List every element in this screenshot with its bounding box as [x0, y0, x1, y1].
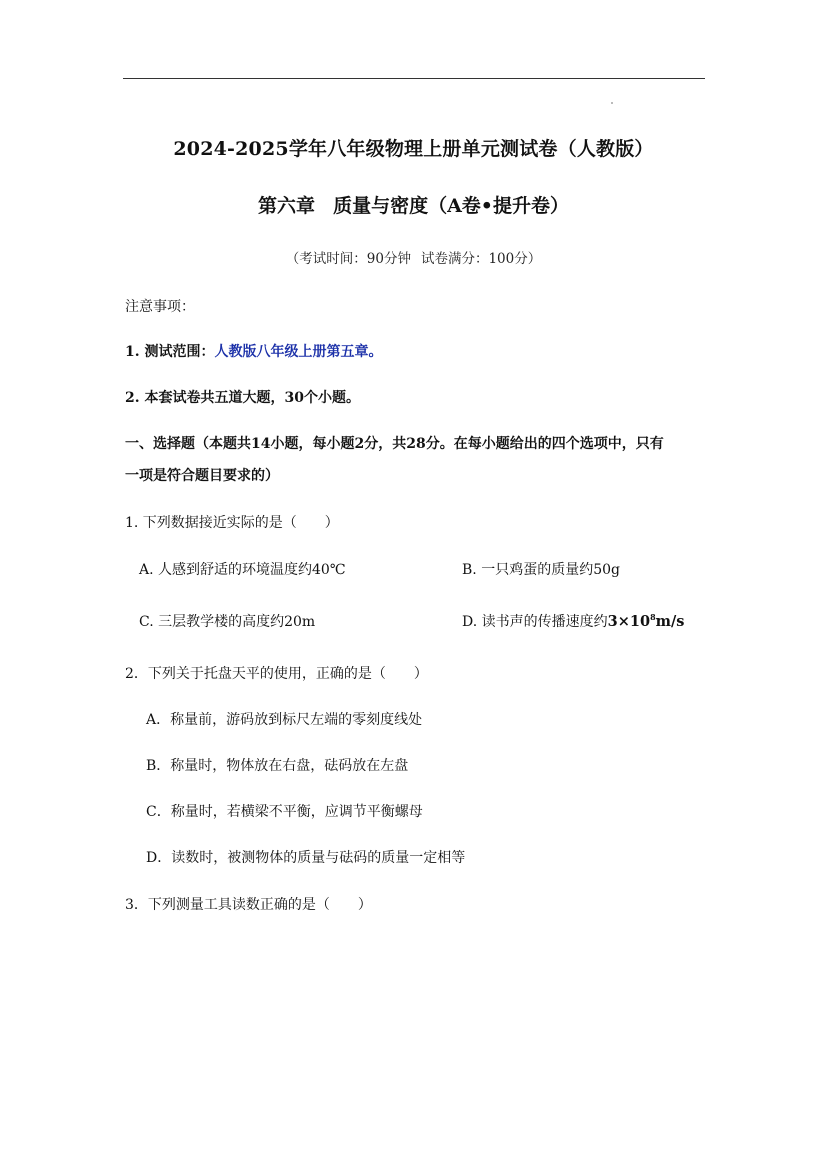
note-item-1: [125, 341, 383, 361]
section-heading-line1: 一、选择题（本题共14小题，每小题2分，共28分。在每小题给出的四个选项中，只有: [125, 436, 664, 452]
formula-base: 3×10: [607, 613, 651, 630]
chapter-name: 质量与密度（A卷•提升卷）: [333, 195, 569, 217]
question-2-option-d: D．读数时，被测物体的质量与砝码的质量一定相等: [146, 850, 466, 866]
question-2-option-a: A．称量前，游码放到标尺左端的零刻度线处: [146, 712, 423, 728]
exam-time: （考试时间：90分钟: [285, 251, 411, 267]
question-1-option-d: [462, 611, 684, 631]
speed-formula: [608, 613, 685, 630]
question-2-option-c: C．称量时，若横梁不平衡，应调节平衡螺母: [146, 804, 423, 820]
exam-info: [0, 247, 827, 267]
question-1-option-c: C. 三层教学楼的高度约20m: [139, 614, 316, 630]
exam-title: 2024-2025学年八年级物理上册单元测试卷（人教版）: [173, 138, 654, 160]
question-1-stem: 1. 下列数据接近实际的是（ ）: [125, 515, 339, 531]
formula-unit: m/s: [655, 613, 685, 630]
question-1-option-a: A. 人感到舒适的环境温度约40℃: [139, 562, 346, 578]
section-heading-line2: 一项是符合题目要求的）: [125, 468, 279, 484]
question-2-option-b: B．称量时，物体放在右盘，砝码放在左盘: [146, 758, 409, 774]
header-rule: [123, 78, 705, 79]
formula-exponent: 8: [650, 612, 656, 622]
notes-heading: 注意事项：: [125, 299, 195, 315]
stray-mark: [611, 102, 613, 104]
note-item-1-value: 人教版八年级上册第五章。: [214, 344, 383, 360]
chapter-title: [0, 191, 827, 218]
note-item-2: 2. 本套试卷共五道大题，30个小题。: [125, 390, 360, 406]
chapter-number: 第六章: [258, 195, 316, 217]
question-1-option-d-text: D. 读书声的传播速度约: [462, 614, 608, 630]
question-2-stem: 2．下列关于托盘天平的使用，正确的是（ ）: [125, 666, 428, 682]
exam-score: 试卷满分：100分）: [420, 251, 542, 267]
note-item-1-label: 1. 测试范围：: [125, 344, 215, 360]
question-3-stem: 3．下列测量工具读数正确的是（ ）: [125, 897, 372, 913]
question-1-option-b: B. 一只鸡蛋的质量约50g: [462, 562, 620, 578]
